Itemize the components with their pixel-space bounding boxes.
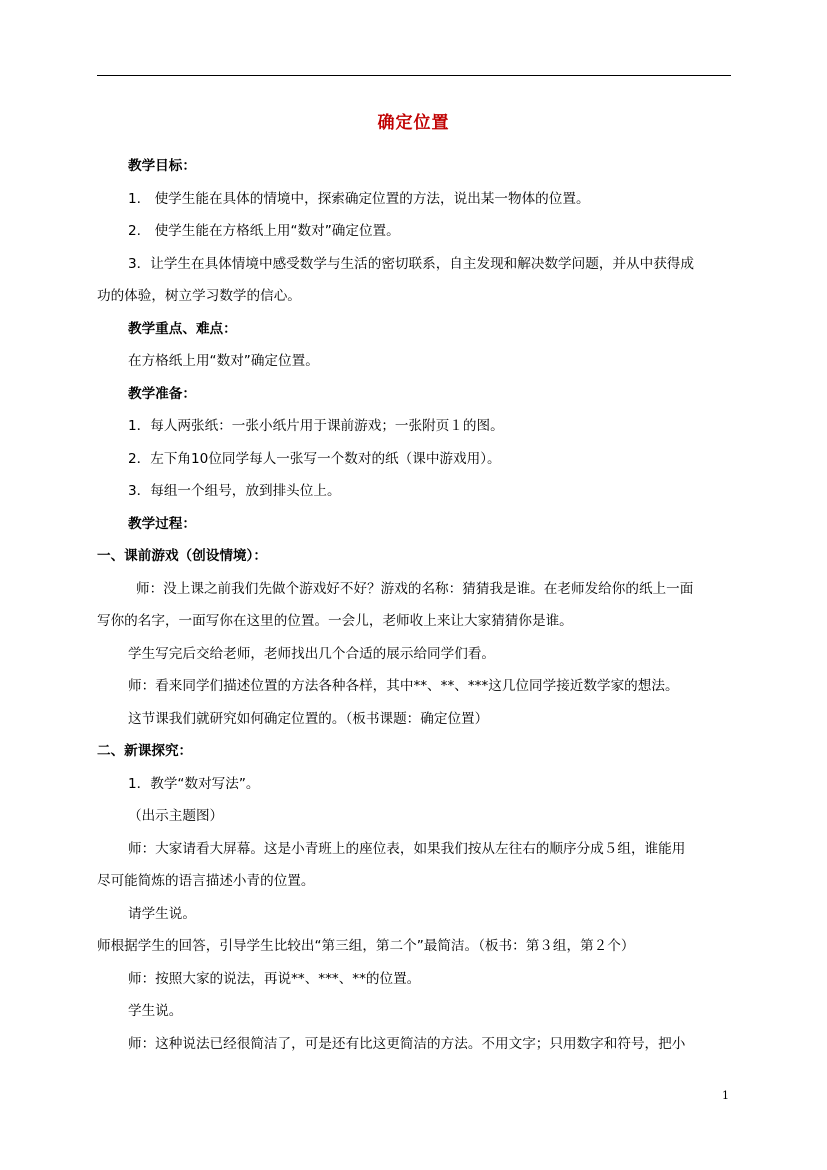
objective-1: 1. 使学生能在具体的情境中，探索确定位置的方法，说出某一物体的位置。	[128, 190, 590, 207]
lesson-topic-line: 这节课我们就研究如何确定位置的。（板书课题：确定位置）	[128, 710, 489, 727]
students-speak-1: 请学生说。	[128, 905, 196, 922]
teacher-line-game-2: 写你的名字，一面写你在这里的位置。一会儿，老师收上来让大家猜猜你是谁。	[97, 613, 573, 629]
students-speak-2: 学生说。	[128, 1003, 183, 1019]
preparation-2: 2．左下角10位同学每人一张写一个数对的纸（课中游戏用）。	[128, 450, 501, 467]
teacher-line-methods: 师：看来同学们描述位置的方法各种各样，其中**、**、***这几位同学接近数学家的想法。	[128, 678, 679, 694]
document-body	[97, 150, 734, 1060]
objective-2: 2. 使学生能在方格纸上用“数对”确定位置。	[128, 223, 400, 239]
header-rule	[97, 75, 731, 76]
section-heading-key-points: 教学重点、难点：	[128, 320, 237, 337]
page-number: 1	[722, 1089, 729, 1102]
section-heading-objectives: 教学目标：	[128, 158, 196, 174]
show-theme-picture: （出示主题图）	[128, 808, 224, 824]
teacher-line-simpler: 师：这种说法已经很简洁了，可是还有比这更简洁的方法。不用文字；只用数字和符号，把小	[128, 1035, 686, 1052]
objective-3-line-1: 3．让学生在具体情境中感受数学与生活的密切联系，自主发现和解决数学问题，并从中获得成	[128, 255, 694, 272]
document-title: 确定位置	[377, 113, 450, 133]
preparation-1: 1．每人两张纸：一张小纸片用于课前游戏；一张附页１的图。	[128, 418, 504, 434]
preparation-3: 3．每组一个组号，放到排头位上。	[128, 483, 341, 499]
key-points-text: 在方格纸上用“数对”确定位置。	[128, 353, 319, 369]
subheading-pre-class-game: 一、课前游戏（创设情境）：	[97, 548, 267, 564]
teacher-line-game-1: 师：没上课之前我们先做个游戏好不好？游戏的名称：猜猜我是谁。在老师发给你的纸上一面	[136, 580, 694, 597]
section-heading-process: 教学过程：	[128, 515, 196, 532]
teacher-guide-line: 师根据学生的回答，引导学生比较出“第三组，第二个”最简洁。（板书：第３组，第２个）	[97, 938, 635, 954]
teacher-line-positions: 师：按照大家的说法，再说**、***、**的位置。	[128, 970, 421, 987]
teacher-line-screen-2: 尽可能简炼的语言描述小青的位置。	[97, 873, 315, 889]
subheading-new-lesson: 二、新课探究：	[97, 743, 193, 759]
teacher-line-screen-1: 师：大家请看大屏幕。这是小青班上的座位表，如果我们按从左往右的顺序分成５组，谁能用	[128, 840, 686, 857]
section-heading-preparation: 教学准备：	[128, 385, 196, 402]
objective-3-line-2: 功的体验，树立学习数学的信心。	[97, 288, 301, 304]
teaching-number-pair: 1．教学“数对写法”。	[128, 775, 260, 792]
student-write-line: 学生写完后交给老师，老师找出几个合适的展示给同学们看。	[128, 645, 496, 662]
